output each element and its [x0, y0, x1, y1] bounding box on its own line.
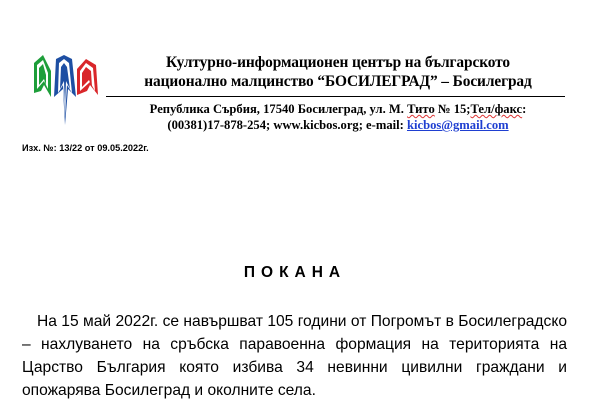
reference-number: Изх. №: 13/22 от 09.05.2022г.: [22, 143, 149, 153]
contact-block: [108, 101, 568, 133]
organization-name-line1: Културно-информационен център на българското: [165, 54, 511, 71]
logo-blue-letter-icon: [54, 55, 76, 125]
address-part1: Република Сърбия, 17540 Босилеград, ул. М.: [149, 102, 408, 116]
header-divider: [106, 96, 565, 97]
body-paragraph: На 15 май 2022г. се навършват 105 години от Погромът в Босилеградско – нахлуването на сръбска паравоенна формация на територията на Царство България която избива 34 невинни цивилни граждани и опожарява Босилеград и околните села.: [22, 313, 567, 399]
address-phone-label: Тел/факс: [470, 102, 523, 116]
address-part2: № 15;: [434, 102, 471, 116]
contact-part1: (00381)17-878-254; www.kicbos.org; e-mail:: [167, 118, 407, 132]
organization-name-line2: национално малцинство “БОСИЛЕГРАД” – Босилеград: [144, 73, 532, 90]
logo-green-letter-icon: [34, 55, 51, 97]
address-street: Тито: [407, 102, 435, 116]
organization-name: [108, 53, 568, 91]
contact-line: [108, 117, 568, 133]
kic-logo: [32, 51, 100, 129]
logo-red-letter-icon: [77, 59, 98, 95]
email-link[interactable]: kicbos@gmail.com: [406, 118, 509, 132]
address-part3: :: [522, 102, 527, 116]
address-line: [108, 101, 568, 117]
document-title: ПОКАНА: [243, 264, 347, 281]
